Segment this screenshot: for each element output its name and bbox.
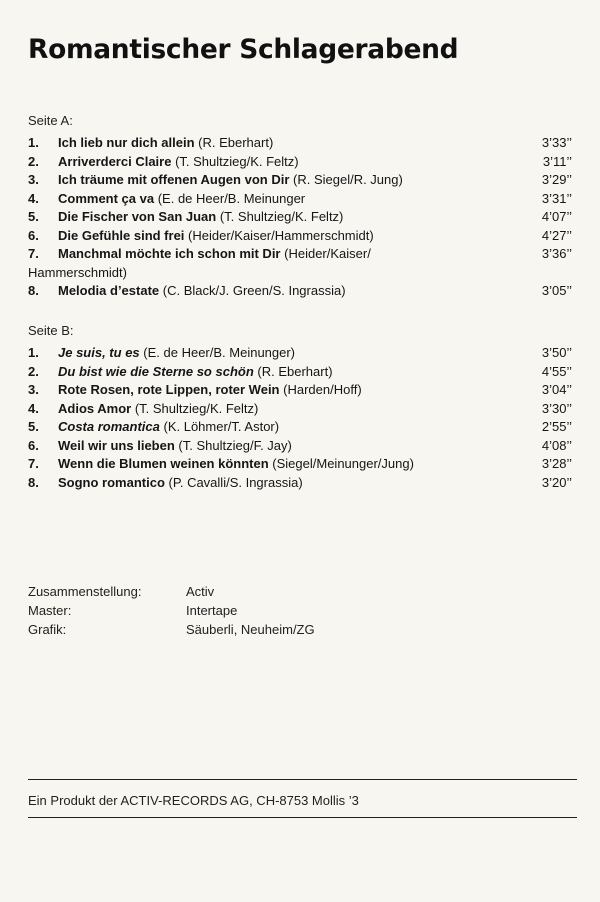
track-number: 2. xyxy=(28,153,39,169)
side-a-label: Seite A: xyxy=(28,113,73,128)
track-duration: 4’27’’ xyxy=(541,227,572,243)
track-title: Costa romantica xyxy=(58,419,160,434)
album-title: Romantischer Schlagerabend xyxy=(28,34,459,65)
track-number: 7. xyxy=(28,456,39,471)
production-credits xyxy=(28,582,446,639)
track-title: Du bist wie die Sterne so schön xyxy=(58,363,254,379)
track-b5 xyxy=(28,418,580,437)
side-b-label: Seite B: xyxy=(28,323,74,338)
track-number: 5. xyxy=(28,419,39,434)
track-duration: 3’30’’ xyxy=(541,400,572,416)
side-a-tracklist xyxy=(28,134,580,301)
track-number: 3. xyxy=(28,172,39,187)
track-title: Ich lieb nur dich allein xyxy=(58,135,195,150)
track-a4 xyxy=(28,190,580,209)
track-duration: 3’04’’ xyxy=(541,382,572,397)
track-a6 xyxy=(28,227,580,246)
track-b8 xyxy=(28,474,580,493)
track-title: Je suis, tu es xyxy=(58,345,140,360)
track-duration: 3’11’’ xyxy=(542,153,572,169)
track-number: 8. xyxy=(28,474,39,490)
track-number: 8. xyxy=(28,283,39,298)
track-title: Rote Rosen, rote Lippen, roter Wein xyxy=(58,382,280,397)
track-title: Comment ça va xyxy=(58,190,155,206)
track-credit: (Harden/Hoff) xyxy=(283,382,362,397)
track-credit: (Heider/Kaiser/ xyxy=(284,246,371,261)
track-b7 xyxy=(28,455,580,474)
track-a1 xyxy=(28,134,580,153)
track-credit: (Heider/Kaiser/Hammerschmidt) xyxy=(188,227,374,243)
track-b3 xyxy=(28,381,580,400)
credit-role: Zusammenstellung: xyxy=(28,584,142,599)
track-duration: 4’55’’ xyxy=(541,363,572,379)
track-number: 6. xyxy=(28,437,39,453)
track-duration: 4’08’’ xyxy=(541,437,572,453)
track-b4 xyxy=(28,400,580,419)
track-duration: 3’50’’ xyxy=(541,345,572,360)
track-duration: 3’05’’ xyxy=(541,283,572,298)
track-duration: 3’31’’ xyxy=(541,190,572,206)
track-title: Manchmal möchte ich schon mit Dir xyxy=(58,246,281,261)
track-duration: 2’55’’ xyxy=(541,419,572,434)
track-title: Arriverderci Claire xyxy=(58,153,172,169)
track-title: Adios Amor xyxy=(58,400,132,416)
track-credit-continued: Hammerschmidt) xyxy=(28,264,127,280)
track-title: Ich träume mit offenen Augen von Dir xyxy=(58,172,290,187)
track-credit: (Siegel/Meinunger/Jung) xyxy=(272,456,414,471)
track-credit: (E. de Heer/B. Meinunger) xyxy=(143,345,296,360)
track-b6 xyxy=(28,437,580,456)
footer-top-rule xyxy=(28,779,577,780)
track-credit: (P. Cavalli/S. Ingrassia) xyxy=(168,474,303,490)
track-number: 3. xyxy=(28,382,39,397)
track-duration: 3’28’’ xyxy=(541,456,572,471)
track-title: Die Gefühle sind frei xyxy=(58,227,185,243)
track-title: Sogno romantico xyxy=(58,474,165,490)
track-number: 6. xyxy=(28,227,39,243)
credit-value: Säuberli, Neuheim/ZG xyxy=(186,622,315,637)
track-b1 xyxy=(28,344,580,363)
track-a7 xyxy=(28,245,580,282)
track-title: Weil wir uns lieben xyxy=(58,437,175,453)
track-credit: (T. Shultzieg/K. Feltz) xyxy=(219,209,344,224)
track-credit: (C. Black/J. Green/S. Ingrassia) xyxy=(162,283,346,298)
track-credit: (R. Eberhart) xyxy=(198,135,274,150)
track-duration: 3’29’’ xyxy=(541,172,572,187)
track-credit: (T. Shultzieg/K. Feltz) xyxy=(175,153,299,169)
footer-text: Ein Produkt der ACTIV-RECORDS AG, CH-8753 Mollis ’3 xyxy=(28,793,359,808)
track-number: 4. xyxy=(28,190,39,206)
track-credit: (K. Löhmer/T. Astor) xyxy=(163,419,280,434)
track-duration: 3’33’’ xyxy=(541,135,572,150)
track-title: Die Fischer von San Juan xyxy=(58,209,217,224)
track-b2 xyxy=(28,363,580,382)
track-title: Wenn die Blumen weinen könnten xyxy=(58,456,269,471)
track-number: 7. xyxy=(28,246,39,261)
track-number: 2. xyxy=(28,363,39,379)
track-number: 5. xyxy=(28,209,39,224)
track-credit: (E. de Heer/B. Meinunger xyxy=(157,190,306,206)
side-b-tracklist xyxy=(28,344,580,492)
credit-role: Grafik: xyxy=(28,622,67,637)
credit-value: Intertape xyxy=(186,603,238,618)
track-duration: 4’07’’ xyxy=(541,209,572,224)
track-credit: (R. Eberhart) xyxy=(257,363,333,379)
track-a2 xyxy=(28,153,580,172)
track-a5 xyxy=(28,208,580,227)
track-a8 xyxy=(28,282,580,301)
track-credit: (T. Shultzieg/K. Feltz) xyxy=(134,400,259,416)
track-duration: 3’20’’ xyxy=(541,474,572,490)
track-title: Melodia d’estate xyxy=(58,283,160,298)
track-number: 1. xyxy=(28,135,39,150)
track-duration: 3’36’’ xyxy=(541,246,572,261)
track-credit: (R. Siegel/R. Jung) xyxy=(293,172,403,187)
footer-bottom-rule xyxy=(28,817,577,818)
track-a3 xyxy=(28,171,580,190)
track-number: 4. xyxy=(28,400,39,416)
track-number: 1. xyxy=(28,345,39,360)
credit-role: Master: xyxy=(28,603,72,618)
credit-value: Activ xyxy=(186,584,215,599)
track-credit: (T. Shultzieg/F. Jay) xyxy=(178,437,292,453)
